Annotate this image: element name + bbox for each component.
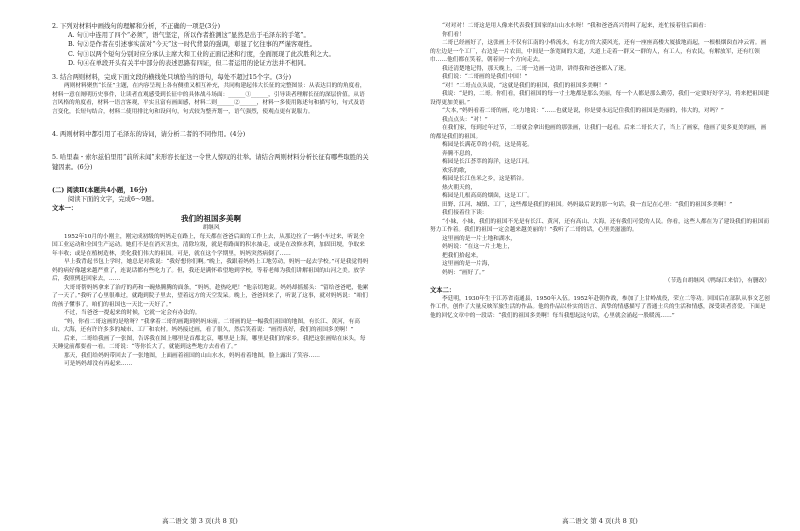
question-3-stem: 3. 结合两则材料，完成下面文段的横线处只填恰当的语句，每处不超过15个字。(3分): [52, 74, 292, 82]
paragraph: 早上我背起书包上学时，她总是对我说：“我好想你们啊。”晚上，我跟着妈妈上工地劳动，妈妈一起去学校。”可是我觉得妈妈的病好像越来越严重了，连说话都有些吃力了。但，我还是满怀希望地到学校，等着老师为我们讲解祖国的山河之美。放学后，我照例赶回家去，……: [52, 259, 369, 283]
paragraph: 你们看！: [442, 31, 465, 38]
source-note: （节选自胡继风《鸭绿江来信》，有删改）: [664, 278, 770, 284]
right-page-footer: 高二语文 第 4 页(共 8 页): [562, 517, 638, 525]
paragraph: “对对对！二哥这是用人像来代表我们国家的山山水水呀！”我和爸爸高兴得叫了起来，连忙接着往后面看：: [442, 23, 710, 29]
paragraph: 我还清楚地记得，那天晚上，二哥一边画一边讲，讲得我和爸爸都入了迷。: [442, 65, 630, 72]
paragraph: 欢乐的歌，: [442, 167, 471, 174]
paragraph: 妈妈：“画好了。”: [442, 269, 485, 276]
paragraph: 后来，二哥给我画了一张图，告诉我在图上哪里是首都北京，哪里是上海，哪里是我们的家乡。我把这张画贴在床头，每天睡觉前都要看一看。二哥说：“等你长大了，就能到这些地方去看看了。”: [52, 335, 366, 351]
instruction: 阅读下面的文字，完成6～9题。: [68, 196, 158, 204]
paragraph: 田野、江河、城镇、工厂，这些都是我们的祖国。妈妈最后说的那一句话，我一直记在心里：“我们的祖国多美啊！”: [442, 201, 733, 208]
text-1-label: 文本一：: [52, 205, 78, 213]
paragraph: 这里画的是一片海，: [442, 261, 494, 267]
paragraph: 我点点头：“对！”: [442, 116, 488, 123]
paragraph: 不过，当爸爸一提起来的时候，它就一定会有办法的。: [64, 310, 201, 317]
paragraph: “大本，”妈妈看着二哥的画，吃力地说：“……也就是说，你是要永远记住我们的祖国是美丽的，伟大的，对吗？”: [442, 108, 724, 114]
paragraph: 梅园是长江鱼米之乡，这是稻谷。: [442, 176, 528, 182]
paragraph: 那天，我们给妈妈带回去了一张地图，上面画着祖国的山山水水，妈妈看着地图，脸上露出了笑容……: [64, 352, 320, 359]
paragraph: 奔腾不息的，: [442, 150, 477, 157]
text-2-label: 文本二：: [430, 286, 456, 294]
section-2-heading: (二) 阅读Ⅱ(本题共4小题，16分): [52, 186, 148, 194]
paragraph: 我们说：“二哥画的是我们中国！”: [442, 74, 528, 80]
question-3-body: 两则材料聚焦“长征”主题，在内容呈现上各有侧重又相互补充，共同构建起伟大长征的完整图景：从表达目的的角度看，材料一意在阐明历史事件，让读者直观感受到长征中的具体战斗场面：______①______，引导读者理解长征的深层价值。从语言风格的角度看，材料一语言客观，平实且富有画面感，材料二则______②______，材料一多使用陈述句和描写句，句式及语言变化，长短句结合，材料二使用排比句和设问句，句式较为整齐划一，语气强烈，使观点更有说服力。: [52, 83, 366, 115]
q2-option-c: C. 句③以两个短句分别对应分承认主席大和工业的正面记述和行度，全面展现了此次胜利之大。: [68, 50, 335, 58]
right-page: [400, 0, 800, 531]
paragraph: 二哥已经画好了，这张画上不仅有江南的小桥流水，有北方的大漠风光，还有一座座高楼大厦拔地而起，一根根烟囱直冲云霄。画的左边是一个工厂，右边是一片农田，中间是一条宽阔的大道，大道上走着一群又一群的人，有工人，有农民，有解放军，还有红领巾……他们都在笑着，朝着同一个方向走去。: [430, 40, 767, 63]
paragraph: 可是妈妈却没有再起来……: [64, 361, 133, 368]
right-column: [430, 22, 770, 502]
paragraph: 1952年10月的小刚主，刚完成初级的妈妈走在路上，每天都在爸爸后面的工作上去，从那边拉了一辆小车过来，听说全国工业运动和全国生产运动。她们不是在消灭害虫，清除垃圾，就是将路面的积水抽走，或是在改修水利，加固田埂，争取来年丰收；或是在植树造林，美化我们伟大的祖国。可是，就在这个学期里，妈妈突然病倒了……: [52, 233, 365, 257]
paragraph: 这里画的是一片土地和湖水，: [442, 235, 516, 242]
question-5: 5. 哈里森・索尔兹伯里用“前所未闻”来形容长征这一令世人惊叹的壮举。请结合两则材料分析长征有哪些取胜的关键因素。(6分): [52, 154, 369, 171]
paragraph: “妈，你看二哥这画的是啥呀？”我拿着二哥的画跑到妈妈床前。二哥画的是一幅我们祖国的地图，有长江、黄河，有高山、大海，还有许许多多的城市、工厂和农村。妈妈接过画，看了很久，然后笑着说：“画得真好，我们的祖国多美啊！”: [52, 318, 360, 334]
paragraph: 梅园是长满花草的小院，这是荷花。: [442, 142, 533, 148]
q2-option-d: D. 句④在单段开头有关半中部分的表述思路有四证，但二者运用的论证方法并不相同。: [68, 59, 310, 67]
left-column: [52, 22, 370, 502]
paragraph: 在我们家，每到过年过节，二哥就会拿出他画的那张画，让我们一起看。后来二哥长大了，当上了画家，他画了更多更美的画，画的都是我们的祖国。: [430, 125, 767, 140]
author: 胡继风: [202, 225, 220, 232]
paragraph: 把我们拾起来，: [442, 252, 482, 259]
paragraph: “小妹，小妹，我们的祖国不光是有长江、黄河，还有高山、大海，还有我们可爱的人民。你看，这些人都在为了建设我们的祖国而努力工作着。我们的祖国一定会越来越美丽的！”我听了二哥的话，心里美滋滋的。: [430, 218, 770, 233]
q2-option-a: A. 句①中连用了四个“必须”，语气坚定，所以作者推测这“显然是出于毛泽东的手笔”。: [68, 32, 310, 40]
left-page-footer: 高二语文 第 3 页(共 8 页): [162, 517, 238, 525]
paragraph: 我们接着往下读：: [442, 210, 488, 216]
story-title: 我们的祖国多美啊: [181, 214, 241, 224]
q2-option-b: B. 句②是作者在引述事实前对“今天”这一时代背景的强调，彰显了忆往事的严谨客观性。: [68, 41, 317, 49]
paragraph: 热火朝天的，: [442, 184, 477, 191]
question-4: 4. 两则材料中都引用了毛泽东的诗词，请分析二者的不同作用。(4分): [52, 131, 246, 139]
text-2-paragraph: 李廷明，1930年生于江苏省南通县，1950年入伍。1952年赴朝作战，参加了上甘岭战役，荣立二等功。回国后在部队从事文艺创作工作，创作了大量反映军旅生活的作品。他的作品以朴实的语言、真挚的情感描写了普通士兵的生活和情感，深受读者喜爱。下面是他的回忆文章中的一段话：“我们的祖国多美啊！每当我想起这句话，心里就会涌起一股暖流……”: [430, 295, 770, 319]
question-2-stem: 2. 下列对材料中画线句的理解和分析，不正确的一项是(3分): [52, 23, 221, 30]
paragraph: 我说：“是的，二哥。你们看，我们祖国的每一寸土地都是那么美丽，每一个人都是那么勤劳，我们一定要好好学习，将来把祖国建设得更加美丽。”: [430, 91, 770, 106]
paragraph: 妈妈说：“在这一片土地上，: [442, 244, 514, 250]
paragraph: “对！”二哥点点头说，“这就是我们的祖国，我们的祖国多美啊！”: [442, 82, 608, 89]
paragraph: 梅园是几根高高的烟囱，这是工厂。: [442, 193, 533, 199]
paragraph: 大哥哥帮妈妈拿来了治疗的药和一碗热腾腾的面条，“妈妈，趁热吃吧！”他亲切地说。妈妈却摇摇头：“留给爸爸吧，他累了一天了。”我听了心里很难过，就跑到院子里去，望着远方的天空发呆。晚上，爸爸回来了，听说了这事，就对妈妈说：“咱们的孩子懂事了，咱们的祖国也一天比一天好了。”: [52, 284, 369, 308]
paragraph: 梅园是长江荟萃的海洋，这是江河。: [442, 159, 533, 165]
